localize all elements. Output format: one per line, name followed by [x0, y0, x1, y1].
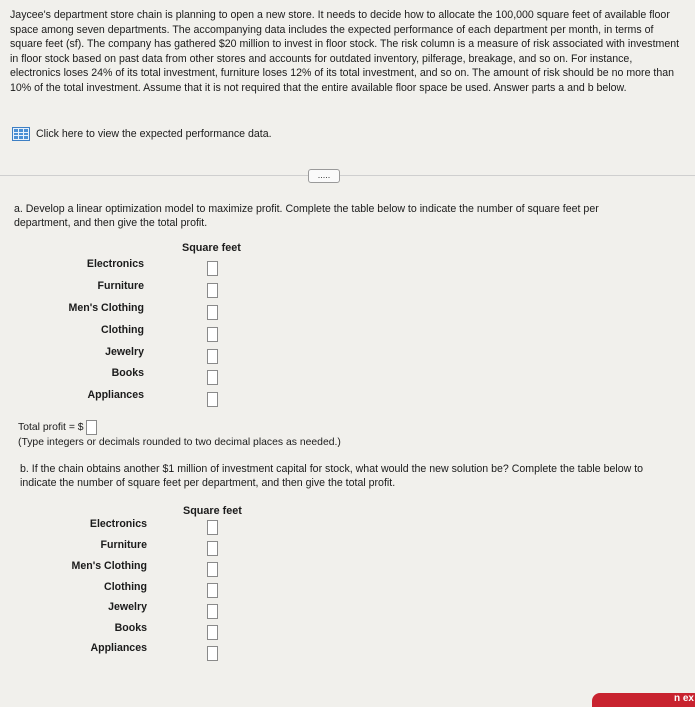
part-b-label-jewelry: Jewelry — [108, 601, 147, 613]
part-a-input-furniture[interactable] — [207, 283, 218, 298]
part-a-label-mens-clothing: Men's Clothing — [68, 302, 144, 314]
part-b-label-appliances: Appliances — [90, 642, 147, 654]
problem-intro: Jaycee's department store chain is planning to open a new store. It needs to decide how to allocate the 100,000 square feet of available floor space among seven departments. The accompanying data includes the expected performance of each department per month, in terms of square feet (sf). The company has gathered $20 million to invest in floor stock. The risk column is a measure of risk associated with investment in floor stock based on past data from other stores and accounts for outdated inventory, pilferage, breakage, and so on. For instance, electronics loses 24% of its total investment, furniture loses 12% of its total investment, and so on. The amount of risk should be no more than 10% of the total investment. Assume that it is not required that the entire available floor space be used. Answer parts a and b below. — [10, 9, 680, 94]
part-b-label-furniture: Furniture — [100, 539, 147, 551]
expand-more-button[interactable]: ..... — [308, 169, 340, 183]
rounding-note: (Type integers or decimals rounded to two decimal places as needed.) — [18, 437, 341, 448]
performance-data-link-text[interactable]: Click here to view the expected performance data. — [36, 128, 272, 140]
part-b-label-electronics: Electronics — [89, 518, 147, 530]
part-b-input-jewelry[interactable] — [207, 604, 218, 619]
part-a-input-books[interactable] — [207, 370, 218, 385]
part-a-label-clothing: Clothing — [101, 324, 144, 336]
part-a-question: a. Develop a linear optimization model to maximize profit. Complete the table below to indicate the number of square feet per department, and then give the total profit. — [14, 203, 599, 229]
part-a-label-appliances: Appliances — [87, 389, 144, 401]
next-button[interactable]: n ex — [592, 693, 695, 707]
data-table-icon — [12, 127, 30, 141]
total-profit-label: Total profit = $ — [18, 422, 84, 433]
part-a-label-electronics: Electronics — [86, 258, 144, 270]
performance-data-link[interactable] — [12, 127, 272, 141]
part-a-label-jewelry: Jewelry — [105, 346, 144, 358]
part-a-input-clothing[interactable] — [207, 327, 218, 342]
part-a-label-furniture: Furniture — [97, 280, 144, 292]
part-b-input-appliances[interactable] — [207, 646, 218, 661]
part-b-column-header: Square feet — [183, 505, 242, 517]
part-b-label-mens-clothing: Men's Clothing — [71, 560, 147, 572]
part-a-label-books: Books — [111, 367, 144, 379]
part-b-input-books[interactable] — [207, 625, 218, 640]
part-a-input-electronics[interactable] — [207, 261, 218, 276]
part-b-label-clothing: Clothing — [104, 581, 147, 593]
part-a-input-mens-clothing[interactable] — [207, 305, 218, 320]
part-b-question: b. If the chain obtains another $1 million of investment capital for stock, what would the new solution be? Complete the table below to indicate the number of square feet per department, and then give the total profit. — [20, 463, 644, 489]
part-b-input-furniture[interactable] — [207, 541, 218, 556]
total-profit-input[interactable] — [86, 420, 97, 435]
part-b-input-mens-clothing[interactable] — [207, 562, 218, 577]
part-a-input-jewelry[interactable] — [207, 349, 218, 364]
part-a-input-appliances[interactable] — [207, 392, 218, 407]
section-divider — [0, 175, 695, 176]
total-profit-row — [18, 420, 97, 435]
part-b-input-electronics[interactable] — [207, 520, 218, 535]
part-b-input-clothing[interactable] — [207, 583, 218, 598]
part-a-column-header: Square feet — [182, 242, 241, 254]
part-b-label-books: Books — [114, 622, 147, 634]
